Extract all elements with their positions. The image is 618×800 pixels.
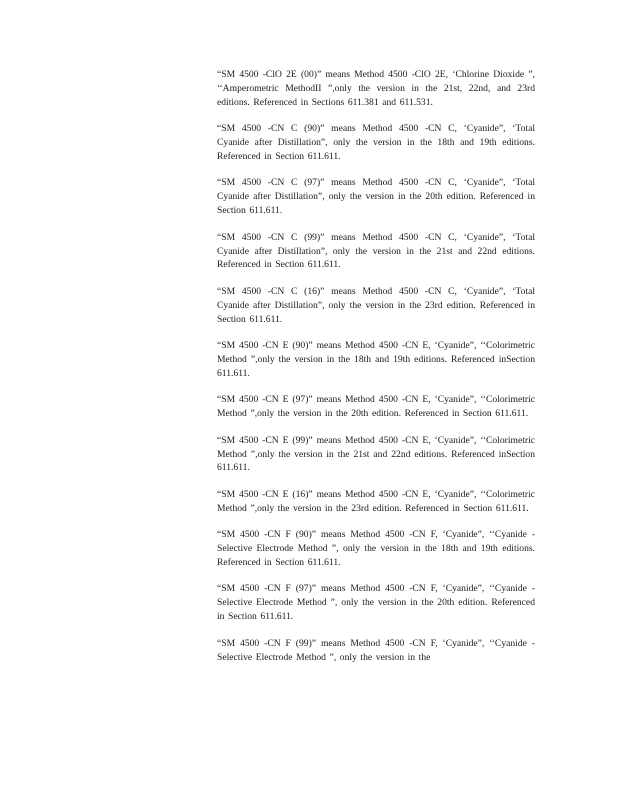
definition-paragraph: “SM 4500 -ClO 2E (00)” means Method 4500 -ClO 2E, ‘Chlorine Dioxide ”, ‘‘Amperometric MethodII ”,only the version in the 21st, 22nd, and 23rd editions. Referenced in Sections 611.381 and 611.531.: [217, 69, 535, 108]
definitions-column: [217, 68, 535, 677]
definition-paragraph: “SM 4500 -CN E (90)” means Method 4500 -CN E, ‘Cyanide”, ‘‘Colorimetric Method ”,only the version in the 18th and 19th editions. Referenced inSection 611.611.: [217, 340, 535, 379]
definition-paragraph: “SM 4500 -CN C (16)” means Method 4500 -CN C, ‘Cyanide”, ‘Total Cyanide after Distillation”, only the version in the 23rd edition. Referenced in Section 611.611.: [217, 285, 535, 325]
definition-paragraph: “SM 4500 -CN C (97)” means Method 4500 -CN C, ‘Cyanide”, ‘Total Cyanide after Distillation”, only the version in the 20th edition. Referenced in Section 611.611.: [217, 177, 535, 217]
definition-paragraph: “SM 4500 -CN F (97)” means Method 4500 -CN F, ‘Cyanide”, ‘‘Cyanide -Selective Electrode Method ”, only the version in the 20th edition. Referenced in Section 611.611.: [217, 583, 535, 623]
definition-paragraph: “SM 4500 -CN F (90)” means Method 4500 -CN F, ‘Cyanide”, ‘‘Cyanide -Selective Electrode Method ”, only the version in the 18th and 19th editions. Referenced in Section 611.611.: [217, 529, 535, 568]
definition-paragraph: “SM 4500 -CN E (16)” means Method 4500 -CN E, ‘Cyanide”, ‘‘Colorimetric Method ”,only the version in the 23rd edition. Referenced in Section 611.611.: [217, 488, 535, 514]
definition-paragraph: “SM 4500 -CN F (99)” means Method 4500 -CN F, ‘Cyanide”, ‘‘Cyanide -Selective Electrode Method ”, only the version in the: [217, 637, 535, 663]
definition-paragraph: “SM 4500 -CN E (97)” means Method 4500 -CN E, ‘Cyanide”, ‘‘Colorimetric Method ”,only the version in the 20th edition. Referenced in Section 611.611.: [217, 394, 535, 420]
definition-paragraph: “SM 4500 -CN C (90)” means Method 4500 -CN C, ‘Cyanide”, ‘Total Cyanide after Distillation”, only the version in the 18th and 19th editions. Referenced in Section 611.611.: [217, 123, 535, 163]
definition-paragraph: “SM 4500 -CN E (99)” means Method 4500 -CN E, ‘Cyanide”, ‘‘Colorimetric Method ”,only the version in the 21st and 22nd editions. Referenced inSection 611.611.: [217, 434, 535, 474]
definition-paragraph: “SM 4500 -CN C (99)” means Method 4500 -CN C, ‘Cyanide”, ‘Total Cyanide after Distillation”, only the version in the 21st and 22nd editions. Referenced in Section 611.611.: [217, 231, 535, 271]
